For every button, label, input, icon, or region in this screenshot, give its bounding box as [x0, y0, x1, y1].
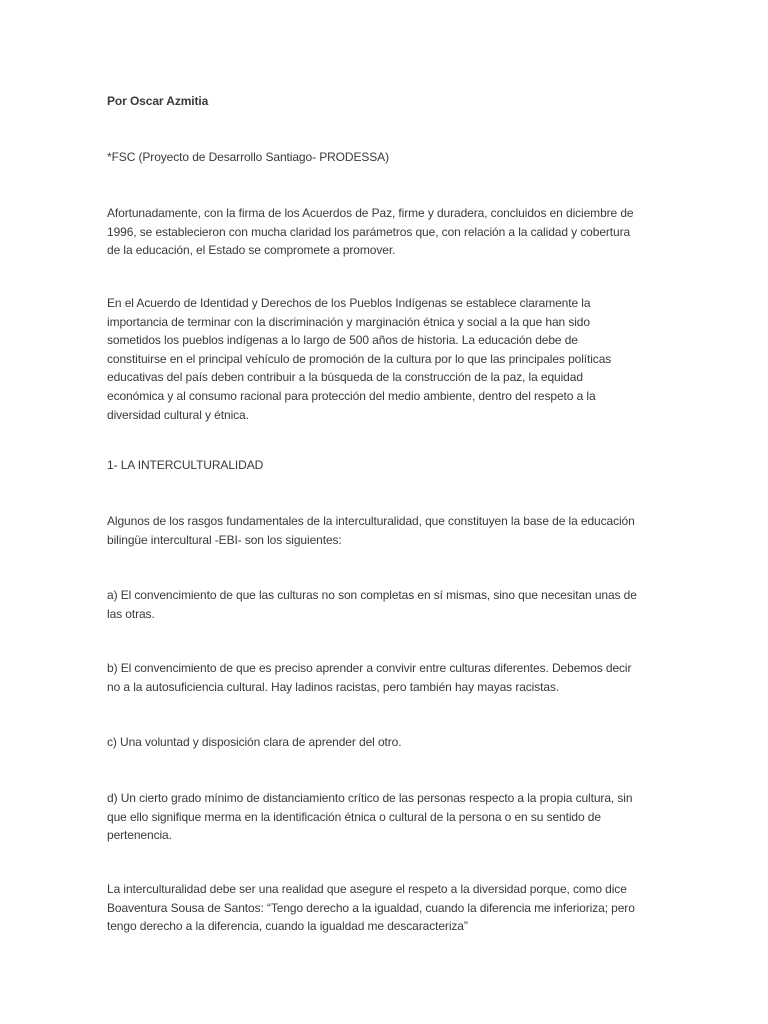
paragraph-peace-accords: Afortunadamente, con la firma de los Acuerdos de Paz, firme y duradera, concluidos en diciembre de 1996, se establecieron con mucha claridad los parámetros que, con relación a la calidad y cobertura de la educación, el Estado se compromete a promover.	[107, 206, 634, 258]
author-line: Por Oscar Azmitia	[107, 94, 209, 108]
section-heading-interculturalidad: 1- LA INTERCULTURALIDAD	[107, 458, 264, 472]
paragraph-indigenous-rights: En el Acuerdo de Identidad y Derechos de los Pueblos Indígenas se establece claramente la importancia de terminar con la discriminación y marginación étnica y social a la que han sido sometidos los pueblos indígenas a lo largo de 500 años de historia. La educación debe de constituirse en el principal vehículo de promoción de la cultura por lo que las principales políticas educativas del país deben contribuir a la búsqueda de la construcción de la paz, la equidad económica y al consumo racional para protección del medio ambiente, dentro del respeto a la diversidad cultural y étnica.	[107, 296, 612, 422]
list-item-a: a) El convencimiento de que las culturas no son completas en sí mismas, sino que necesitan unas de las otras.	[107, 588, 637, 621]
paragraph-ebi-traits: Algunos de los rasgos fundamentales de la interculturalidad, que constituyen la base de la educación bilingüe intercultural -EBI- son los siguientes:	[107, 514, 635, 547]
affiliation-line: *FSC (Proyecto de Desarrollo Santiago- PRODESSA)	[107, 150, 389, 164]
list-item-c: c) Una voluntad y disposición clara de aprender del otro.	[107, 735, 402, 749]
list-item-b: b) El convencimiento de que es preciso aprender a convivir entre culturas diferentes. Debemos decir no a la autosuficiencia cultural. Hay ladinos racistas, pero también hay mayas racistas.	[107, 661, 632, 694]
paragraph-diversity-quote: La interculturalidad debe ser una realidad que asegure el respeto a la diversidad porque, como dice Boaventura Sousa de Santos: “Tengo derecho a la igualdad, cuando la diferencia me inferioriza; pero tengo derecho a la diferencia, cuando la igualdad me descaracteriza”	[107, 882, 635, 934]
list-item-d: d) Un cierto grado mínimo de distanciamiento crítico de las personas respecto a la propia cultura, sin que ello signifique merma en la identificación étnica o cultural de la persona o en su sentido de pertenencia.	[107, 791, 633, 843]
document-page	[107, 0, 637, 1024]
